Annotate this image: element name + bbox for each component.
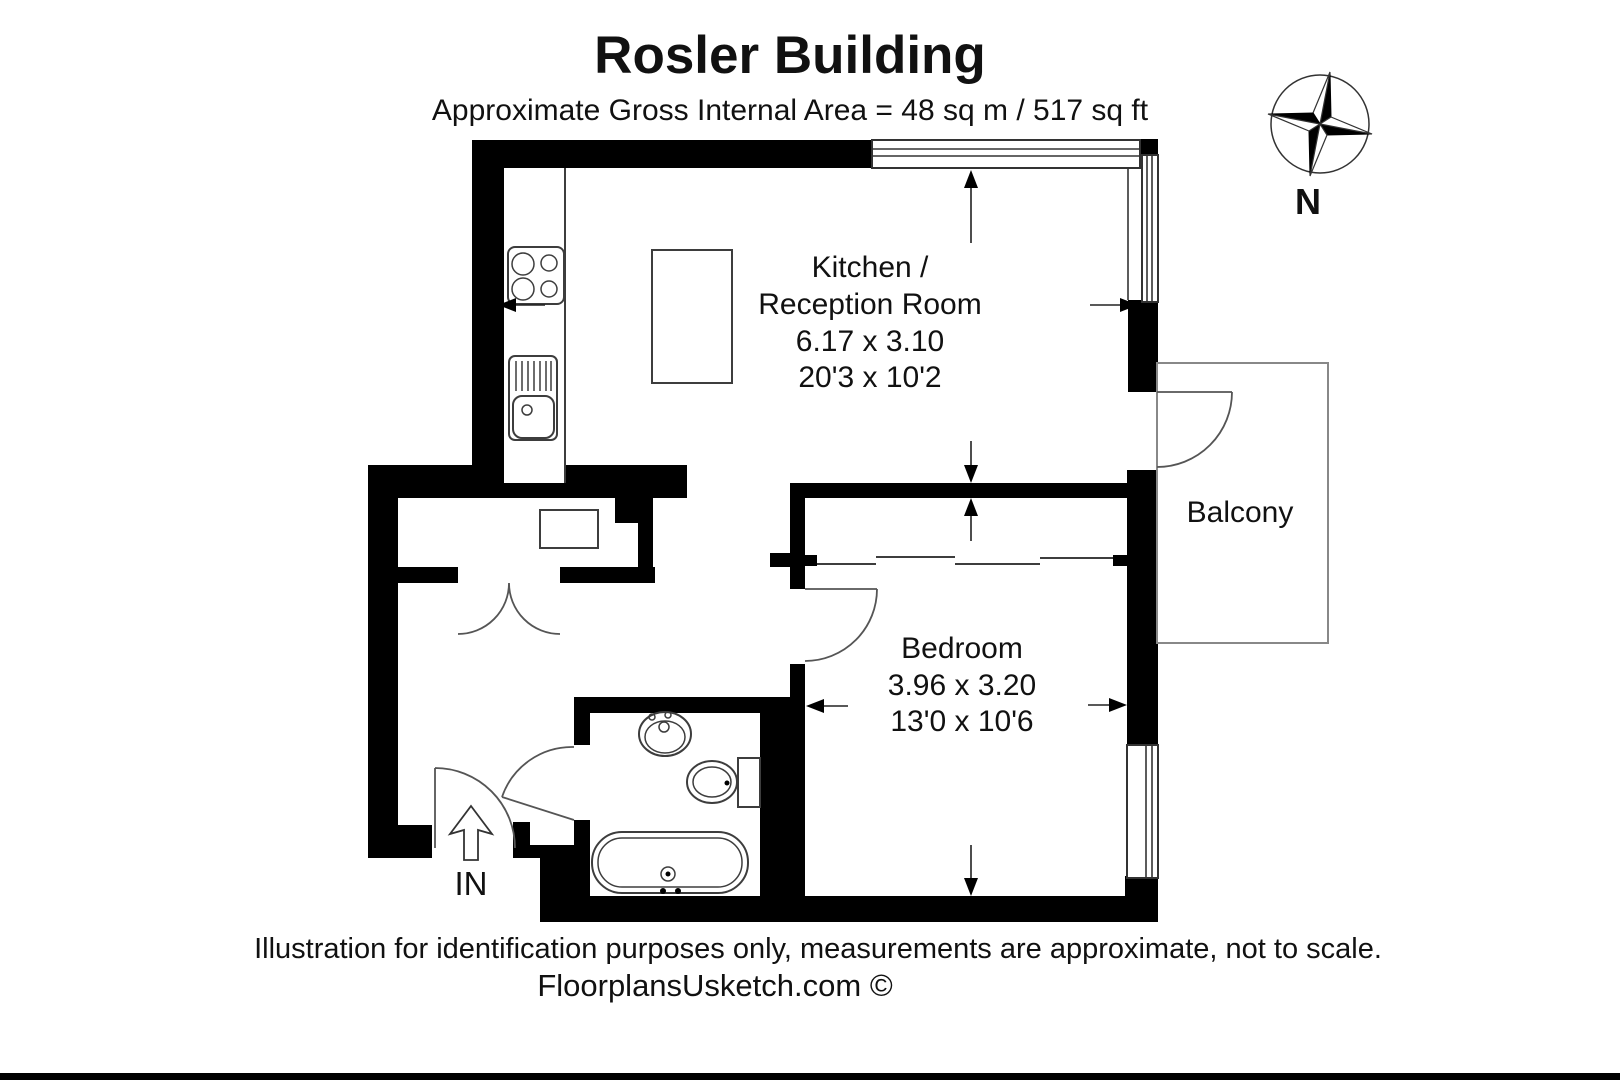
- toilet-cistern: [738, 758, 760, 807]
- sink-drainer-lines: [516, 361, 551, 391]
- entry-marker: [450, 806, 492, 902]
- bedroom-door-arc: [805, 589, 877, 661]
- bottom-border: [0, 1073, 1620, 1080]
- wall-closet-bottom-left: [368, 567, 458, 583]
- wall-hall-bottom-band: [513, 845, 590, 858]
- wall-bottom: [540, 896, 1158, 922]
- entry-label: IN: [454, 865, 488, 902]
- wall-kitchen-top: [472, 140, 872, 168]
- wardrobe-end-right: [1113, 555, 1127, 566]
- kitchen-fixtures: [508, 168, 732, 483]
- window-bedroom: [1127, 745, 1158, 878]
- wall-hall-left: [368, 465, 398, 857]
- kitchen-label-line1: Kitchen /: [811, 251, 929, 284]
- wall-closet-top-left: [368, 465, 472, 498]
- footer-credit: FloorplansUsketch.com ©: [537, 968, 893, 1003]
- sink-basin: [513, 396, 554, 438]
- closet-unit: [540, 510, 598, 548]
- wall-corridor-stub: [770, 553, 790, 567]
- dim-arrowhead-up: [964, 498, 978, 516]
- kitchen-sink-icon: [509, 356, 557, 440]
- bedroom-dim-imperial: 13'0 x 10'6: [890, 705, 1034, 738]
- bathtub-icon: [592, 832, 748, 894]
- closet-double-door-arcs: [458, 583, 560, 634]
- wall-kitchen-bedroom-divider: [790, 483, 1147, 498]
- bathroom-door-arc: [502, 747, 574, 820]
- wall-bath-bedroom-divider: [760, 713, 805, 896]
- compass-north-label: N: [1295, 181, 1321, 222]
- dim-arrowhead-right: [1109, 698, 1127, 712]
- dim-arrowhead-up: [964, 170, 978, 188]
- basin-outline: [639, 712, 691, 756]
- dim-arrowhead-down: [964, 465, 978, 483]
- bathroom-fixtures: [592, 712, 760, 894]
- page-title: Rosler Building: [594, 26, 986, 85]
- dim-arrowhead-down: [964, 878, 978, 896]
- doors: [435, 392, 1232, 848]
- wall-closet-right-upper: [615, 498, 653, 523]
- bath-outline: [592, 832, 748, 893]
- wall-kitchen-left: [472, 140, 504, 498]
- wall-closet-top-right: [565, 465, 687, 498]
- wall-right-upper: [1128, 300, 1158, 392]
- balcony-door-arc: [1157, 392, 1232, 467]
- bath-foot: [660, 888, 666, 894]
- bedroom-label: Bedroom: [901, 632, 1023, 665]
- dim-arrowhead-left: [806, 699, 824, 713]
- window-kitchen-top: [872, 140, 1140, 168]
- page-subtitle: Approximate Gross Internal Area = 48 sq m / 517 sq ft: [431, 94, 1149, 127]
- toilet-icon: [687, 758, 760, 807]
- kitchen-label-line2: Reception Room: [758, 288, 982, 321]
- bath-drain-center: [666, 872, 671, 877]
- bedroom-dim-metric: 3.96 x 3.20: [887, 669, 1037, 702]
- toilet-flush-dot: [725, 781, 730, 786]
- compass-rose: [1268, 72, 1372, 222]
- hob-icon: [508, 247, 564, 304]
- bath-foot: [675, 888, 681, 894]
- wall-closet-right-lower: [638, 523, 653, 569]
- footer-disclaimer: Illustration for identification purposes only, measurements are approximate, not to scale.: [254, 933, 1382, 965]
- wall-bedroom-left-upper: [790, 483, 805, 589]
- window-kitchen-right: [1142, 155, 1158, 302]
- washbasin-icon: [639, 712, 691, 756]
- balcony-label: Balcony: [1186, 496, 1294, 529]
- kitchen-dim-imperial: 20'3 x 10'2: [798, 361, 942, 394]
- wall-bathroom-top: [574, 697, 805, 713]
- wardrobe-sliding-doors: [817, 557, 1113, 564]
- kitchen-island: [652, 250, 732, 383]
- wardrobe-end-left: [803, 555, 817, 566]
- wall-bathroom-jamb-upper: [574, 697, 590, 745]
- wall-closet-bottom-right: [560, 567, 655, 583]
- wall-right-middle: [1127, 470, 1158, 745]
- kitchen-dim-metric: 6.17 x 3.10: [795, 325, 945, 358]
- entry-arrow-icon: [450, 806, 492, 860]
- walls: [368, 139, 1158, 922]
